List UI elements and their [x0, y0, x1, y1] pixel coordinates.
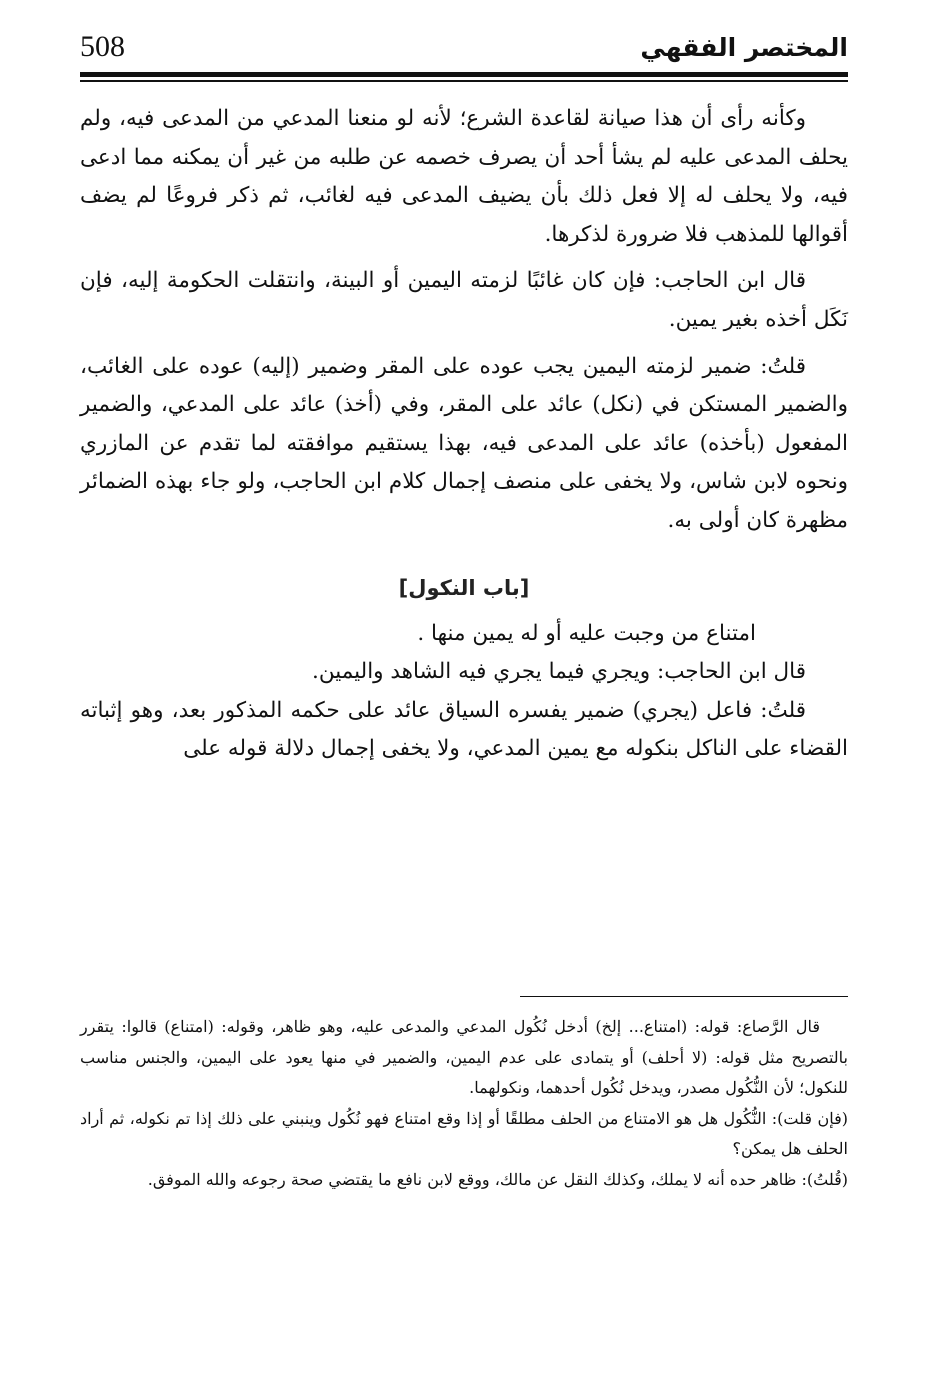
page-number: 508	[80, 30, 125, 63]
footnote-paragraph-2: (فإن قلت): النُّكُول هل هو الامتناع من الحلف مطلقًا أو إذا وقع امتناع فهو نُكُول وينبني على ذلك إذا تم نكوله، ثم أراد الحلف هل يمكن؟	[80, 1108, 848, 1158]
header-rule-thick	[80, 72, 848, 77]
footnote-paragraph-3: (قُلتُ): ظاهر حده أنه لا يملك، وكذلك النقل عن مالك، ووقع لابن نافع ما يقتضي صحة رجوعه والله الموفق.	[147, 1169, 848, 1189]
section-heading: [باب النكول]	[398, 575, 530, 600]
main-text	[80, 100, 848, 769]
page-header	[80, 28, 848, 68]
footnote-paragraph-1: قال الرَّصاع: قوله: (امتناع... إلخ) أدخل نُكُول المدعي والمدعى عليه، وهو ظاهر، وقوله: (امتناع) قالوا: يتقرر بالتصريح مثل قوله: (لا أحلف) أو يتمادى على عدم اليمين، والضمير في منها يعود على اليمين، والجنس مناسب للنكول؛ لأن النُّكُول مصدر، ويدخل نُكُول أحدهما، ونكولهما.	[80, 1017, 848, 1097]
paragraph-6: قلتُ: فاعل (يجري) ضمير يفسره السياق عائد على حكمه المذكور بعد، وهو إثباته القضاء على الناكل بنكوله مع يمين المدعي، ولا يخفى إجمال دلالة قوله على	[80, 697, 848, 762]
paragraph-definition: امتناع من وجبت عليه أو له يمين منها .	[417, 620, 756, 646]
footnote-separator	[520, 996, 848, 997]
paragraph-1: وكأنه رأى أن هذا صيانة لقاعدة الشرع؛ لأنه لو منعنا المدعي من المدعى فيه، ولم يحلف المدعى عليه لم يشأ أحد أن يصرف خصمه عن طلبه من غير أن يمكنه مما ادعى فيه، ولا يحلف له إلا فعل ذلك بأن يضيف المدعى فيه لغائب، ثم ذكر فروعًا لم يضف أقوالها للمذهب فلا ضرورة لذكرها.	[80, 106, 848, 247]
running-title: المختصر الفقهي	[640, 33, 848, 62]
paragraph-5: قال ابن الحاجب: ويجري فيما يجري فيه الشاهد واليمين.	[312, 659, 806, 685]
paragraph-2: قال ابن الحاجب: فإن كان غائبًا لزمته اليمين أو البينة، وانتقلت الحكومة إليه، فإن نَكَل أخذه بغير يمين.	[80, 268, 848, 332]
header-rule-thin	[80, 80, 848, 82]
paragraph-3: قلتُ: ضمير لزمته اليمين يجب عوده على المقر وضمير (إليه) عوده على الغائب، والضمير المستكن في (نكل) عائد على المقر، وفي (أخذ) عائد على المدعي، والضمير المفعول (بأخذه) عائد على المدعى فيه، بهذا يستقيم موافقته لما تقدم عن المازري ونحوه لابن شاس، ولا يخفى على منصف إجمال كلام ابن الحاجب، ولو جاء بهذه الضمائر مظهرة كان أولى به.	[80, 353, 848, 533]
footnotes	[80, 1012, 848, 1195]
